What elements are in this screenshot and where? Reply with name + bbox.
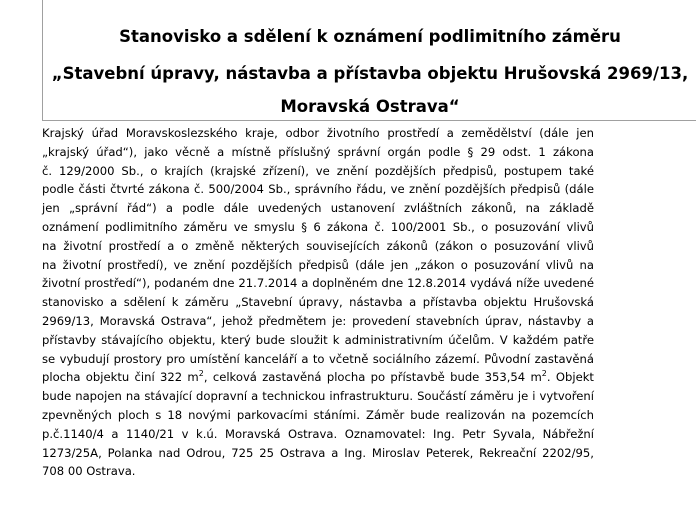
- body-paragraph: [42, 124, 594, 481]
- area-unit-superscript-1: 2: [198, 369, 204, 379]
- area-text-3: . Objekt: [546, 370, 594, 385]
- body-line: Krajský úřad Moravskoslezského kraje, odbor životního prostředí a zemědělství (dále jen: [42, 126, 594, 140]
- body-line: stanovisko a sdělení k záměru „Stavební úpravy, nástavba a přístavba objektu Hrušovská: [42, 295, 594, 310]
- area-text-1: plocha objektu činí 322 m: [42, 370, 199, 385]
- area-text-2: , celková zastavěná plocha po přístavbě bude 353,54 m: [203, 370, 542, 385]
- body-line-area: [42, 368, 594, 387]
- body-line: životní prostředí“), podaném dne 21.7.2014 a doplněném dne 12.8.2014 vydává níže uvedené: [42, 276, 594, 291]
- body-line: podle části čtvrté zákona č. 500/2004 Sb., správního řádu, ve znění pozdějších předpisů (dále: [42, 182, 594, 197]
- body-line: p.č.1140/4 a 1140/21 v k.ú. Moravská Ostrava. Oznamovatel: Ing. Petr Syvala, Nábřežní: [42, 426, 594, 441]
- area-unit-superscript-2: 2: [541, 369, 547, 379]
- body-line: na životní prostředí a o změně některých souvisejících zákonů (zákon o posuzování vlivů: [42, 238, 594, 253]
- document-title-line-1: Stanovisko a sdělení k oznámení podlimitního záměru: [119, 27, 621, 46]
- body-line: č. 129/2000 Sb., o krajích (krajské zřízení), ve znění pozdějších předpisů, postupem také: [42, 163, 594, 178]
- body-line: zpevněných ploch s 18 novými parkovacími stáními. Záměr bude realizován na pozemcích: [42, 407, 594, 422]
- body-line: 1273/25A, Polanka nad Odrou, 725 25 Ostrava a Ing. Miroslav Peterek, Rekreační 2202/95,: [42, 445, 594, 460]
- document-title-line-3: Moravská Ostrava“: [280, 97, 460, 116]
- body-line: „krajský úřad“), jako věcně a místně příslušný správní orgán podle § 29 odst. 1 zákona: [42, 144, 594, 159]
- body-line: oznámení podlimitního záměru ve smyslu § 6 zákona č. 100/2001 Sb., o posuzování vlivů: [42, 219, 594, 234]
- body-line: přístavby stávajícího objektu, který bude sloužit k administrativním účelům. V každém patře: [42, 332, 594, 347]
- body-line: 2969/13, Moravská Ostrava“, jehož předmětem je: provedení stavebních úprav, nástavby a: [42, 313, 594, 328]
- body-line: 708 00 Ostrava.: [42, 464, 136, 479]
- body-line: bude napojen na stávající dopravní a technickou infrastrukturu. Součástí záměru je i vytvoření: [42, 389, 594, 404]
- body-line: jen „správní řád“) a podle dále uvedených ustanovení zvláštních zákonů, na základě: [42, 201, 594, 216]
- body-line: na životní prostředí), ve znění pozdějších předpisů (dále jen „zákon o posuzování vlivů na: [42, 257, 594, 272]
- title-box: [42, 0, 696, 121]
- body-line: se vybudují prostory pro umístění kanceláří a to včetně sociálního zázemí. Původní zastavěná: [42, 351, 594, 366]
- document-title-line-2: „Stavební úpravy, nástavba a přístavba objektu Hrušovská 2969/13,: [51, 64, 689, 83]
